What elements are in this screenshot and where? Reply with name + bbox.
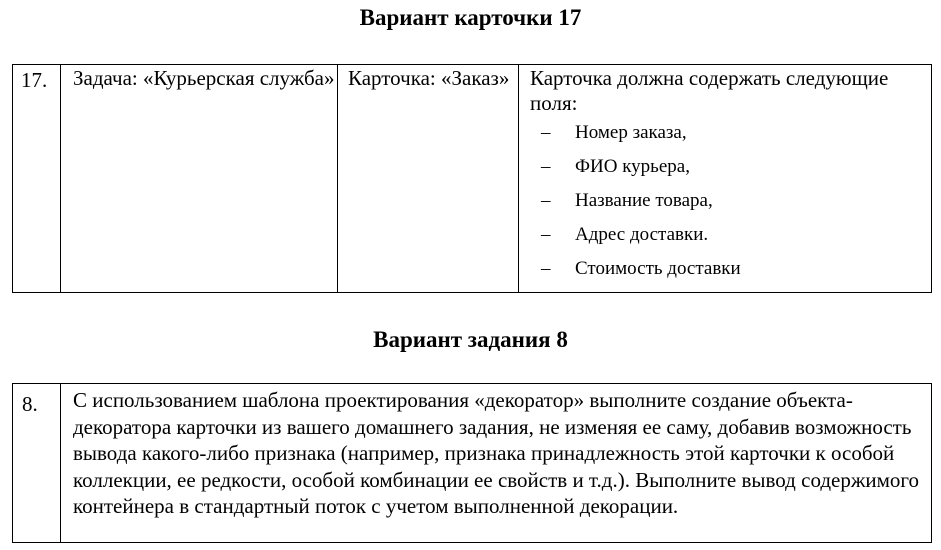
table-row — [13, 384, 932, 543]
variant-number: 8. — [13, 384, 61, 543]
list-item — [530, 256, 931, 290]
list-item — [530, 120, 931, 154]
fields-cell — [519, 65, 932, 293]
fields-intro: Карточка должна содержать следующие поля: — [530, 66, 889, 115]
card-variant-heading: Вариант карточки 17 — [359, 5, 582, 30]
card-variant-table — [12, 64, 932, 293]
dash-bullet: – — [541, 122, 551, 143]
task-variant-table — [12, 383, 932, 543]
dash-bullet: – — [541, 156, 551, 177]
dash-bullet: – — [541, 190, 551, 211]
task-description: С использованием шаблона проектирования «декоратор» выполните создание объекта-декоратора карточки из вашего домашнего задания, не изменяя ее саму, добавив возможность вывода какого-либо признака (например, признака принадлежность этой карточки к особой коллекции, ее редкости, особой комбинации ее свойств и т.д.). Выполните вывод содержимого контейнера в стандартный поток с учетом выполненной декорации. — [61, 384, 932, 543]
dash-bullet: – — [541, 258, 551, 279]
list-item — [530, 154, 931, 188]
field-label: ФИО курьера, — [575, 156, 690, 177]
list-item — [530, 188, 931, 222]
dash-bullet: – — [541, 224, 551, 245]
field-label: Номер заказа, — [575, 122, 687, 143]
field-label: Стоимость доставки — [575, 258, 741, 279]
task-cell: Задача: «Курьерская служба» — [61, 65, 338, 293]
field-label: Название товара, — [575, 190, 713, 211]
variant-number: 17. — [13, 65, 61, 293]
field-label: Адрес доставки. — [575, 224, 709, 245]
table-row — [13, 65, 932, 293]
card-cell: Карточка: «Заказ» — [338, 65, 519, 293]
task-variant-heading: Вариант задания 8 — [373, 327, 568, 352]
list-item — [530, 222, 931, 256]
fields-list — [530, 120, 931, 290]
